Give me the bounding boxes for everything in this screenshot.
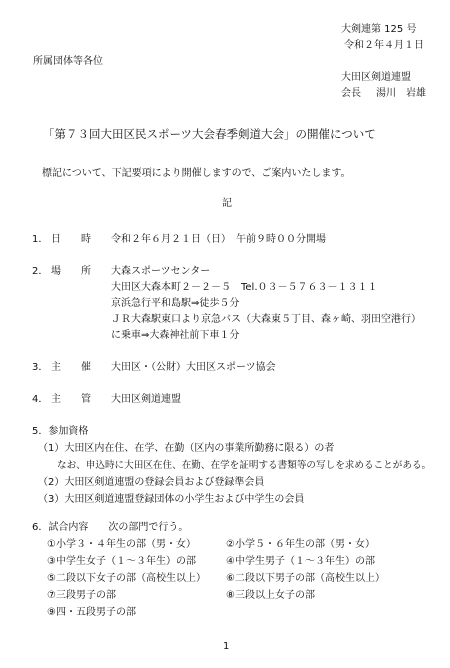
item-venue-number: 2．: [32, 266, 49, 277]
venue-name: 大森スポーツセンター: [111, 266, 211, 277]
item-organizer-number: 3．: [32, 362, 49, 373]
issue-date: 令和２年４月１日: [344, 40, 424, 51]
item-date-value: 令和２年６月２１日（日） 午前９時００分開場: [111, 234, 326, 245]
page-number: 1: [223, 641, 230, 652]
division-6: ⑥二段以下男子の部（高校生以上）: [226, 573, 385, 584]
item-manager-label: 主 管: [51, 394, 91, 405]
eligibility-line-3: （3）大田区剣道連盟登録団体の小学生および中学生の会員: [38, 494, 305, 505]
venue-access-2: ＪＲ大森駅東口より京急バス（大森東５丁目、森ヶ崎、羽田空港行）: [111, 314, 421, 325]
item-date-number: 1．: [32, 234, 49, 245]
eligibility-line-1: （1）大田区内在住、在学、在勤（区内の事業所勤務に限る）の者: [38, 443, 335, 454]
item-manager-value: 大田区剣道連盟: [111, 394, 181, 405]
item-organizer-label: 主 催: [51, 362, 91, 373]
intro-text: 標記について、下記要項により開催しますので、ご案内いたします。: [42, 168, 351, 179]
division-5: ⑤二段以下女子の部（高校生以上）: [47, 573, 206, 584]
recipient: 所属団体等各位: [33, 56, 103, 67]
division-8: ⑧三段以上女子の部: [226, 590, 315, 601]
contest-heading: 6．試合内容 次の部門で行う。: [32, 522, 189, 533]
document-title: 「第７３回大田区民スポーツ大会春季剣道大会」の開催について: [43, 127, 376, 141]
eligibility-line-1-note: なお、申込時に大田区在住、在勤、在学を証明する書類等の写しを求めることがある。: [57, 460, 432, 471]
eligibility-heading: 5．参加資格: [32, 426, 89, 437]
venue-access-1: 京浜急行平和島駅⇒徒歩５分: [111, 298, 240, 309]
division-9: ⑨四・五段男子の部: [47, 607, 136, 618]
eligibility-line-2: （2）大田区剣道連盟の登録会員および登録準会員: [38, 477, 265, 488]
division-2: ②小学５・６年生の部（男・女）: [226, 539, 375, 550]
division-3: ③中学生女子（１～３年生）の部: [47, 556, 196, 567]
sender-title: 会長: [341, 88, 361, 99]
item-manager-number: 4．: [32, 394, 49, 405]
item-date-label: 日 時: [51, 234, 91, 245]
sender-org: 大田区剣道連盟: [341, 72, 411, 83]
venue-address: 大田区大森本町２－２－５ Tel.０３－５７６３－１３１１: [111, 282, 378, 293]
venue-access-3: に乗車⇒大森神社前下車１分: [111, 330, 240, 341]
sender-name: 湯川 岩雄: [376, 88, 426, 99]
item-organizer-value: 大田区・（公財）大田区スポーツ協会: [111, 362, 276, 373]
item-venue-label: 場 所: [51, 266, 91, 277]
ki-heading: 記: [222, 198, 232, 209]
division-7: ⑦三段男子の部: [47, 590, 116, 601]
division-4: ④中学生男子（１～３年生）の部: [226, 556, 375, 567]
division-1: ①小学３・４年生の部（男・女）: [47, 539, 196, 550]
document-number: 大剣連第 125 号: [341, 24, 417, 35]
